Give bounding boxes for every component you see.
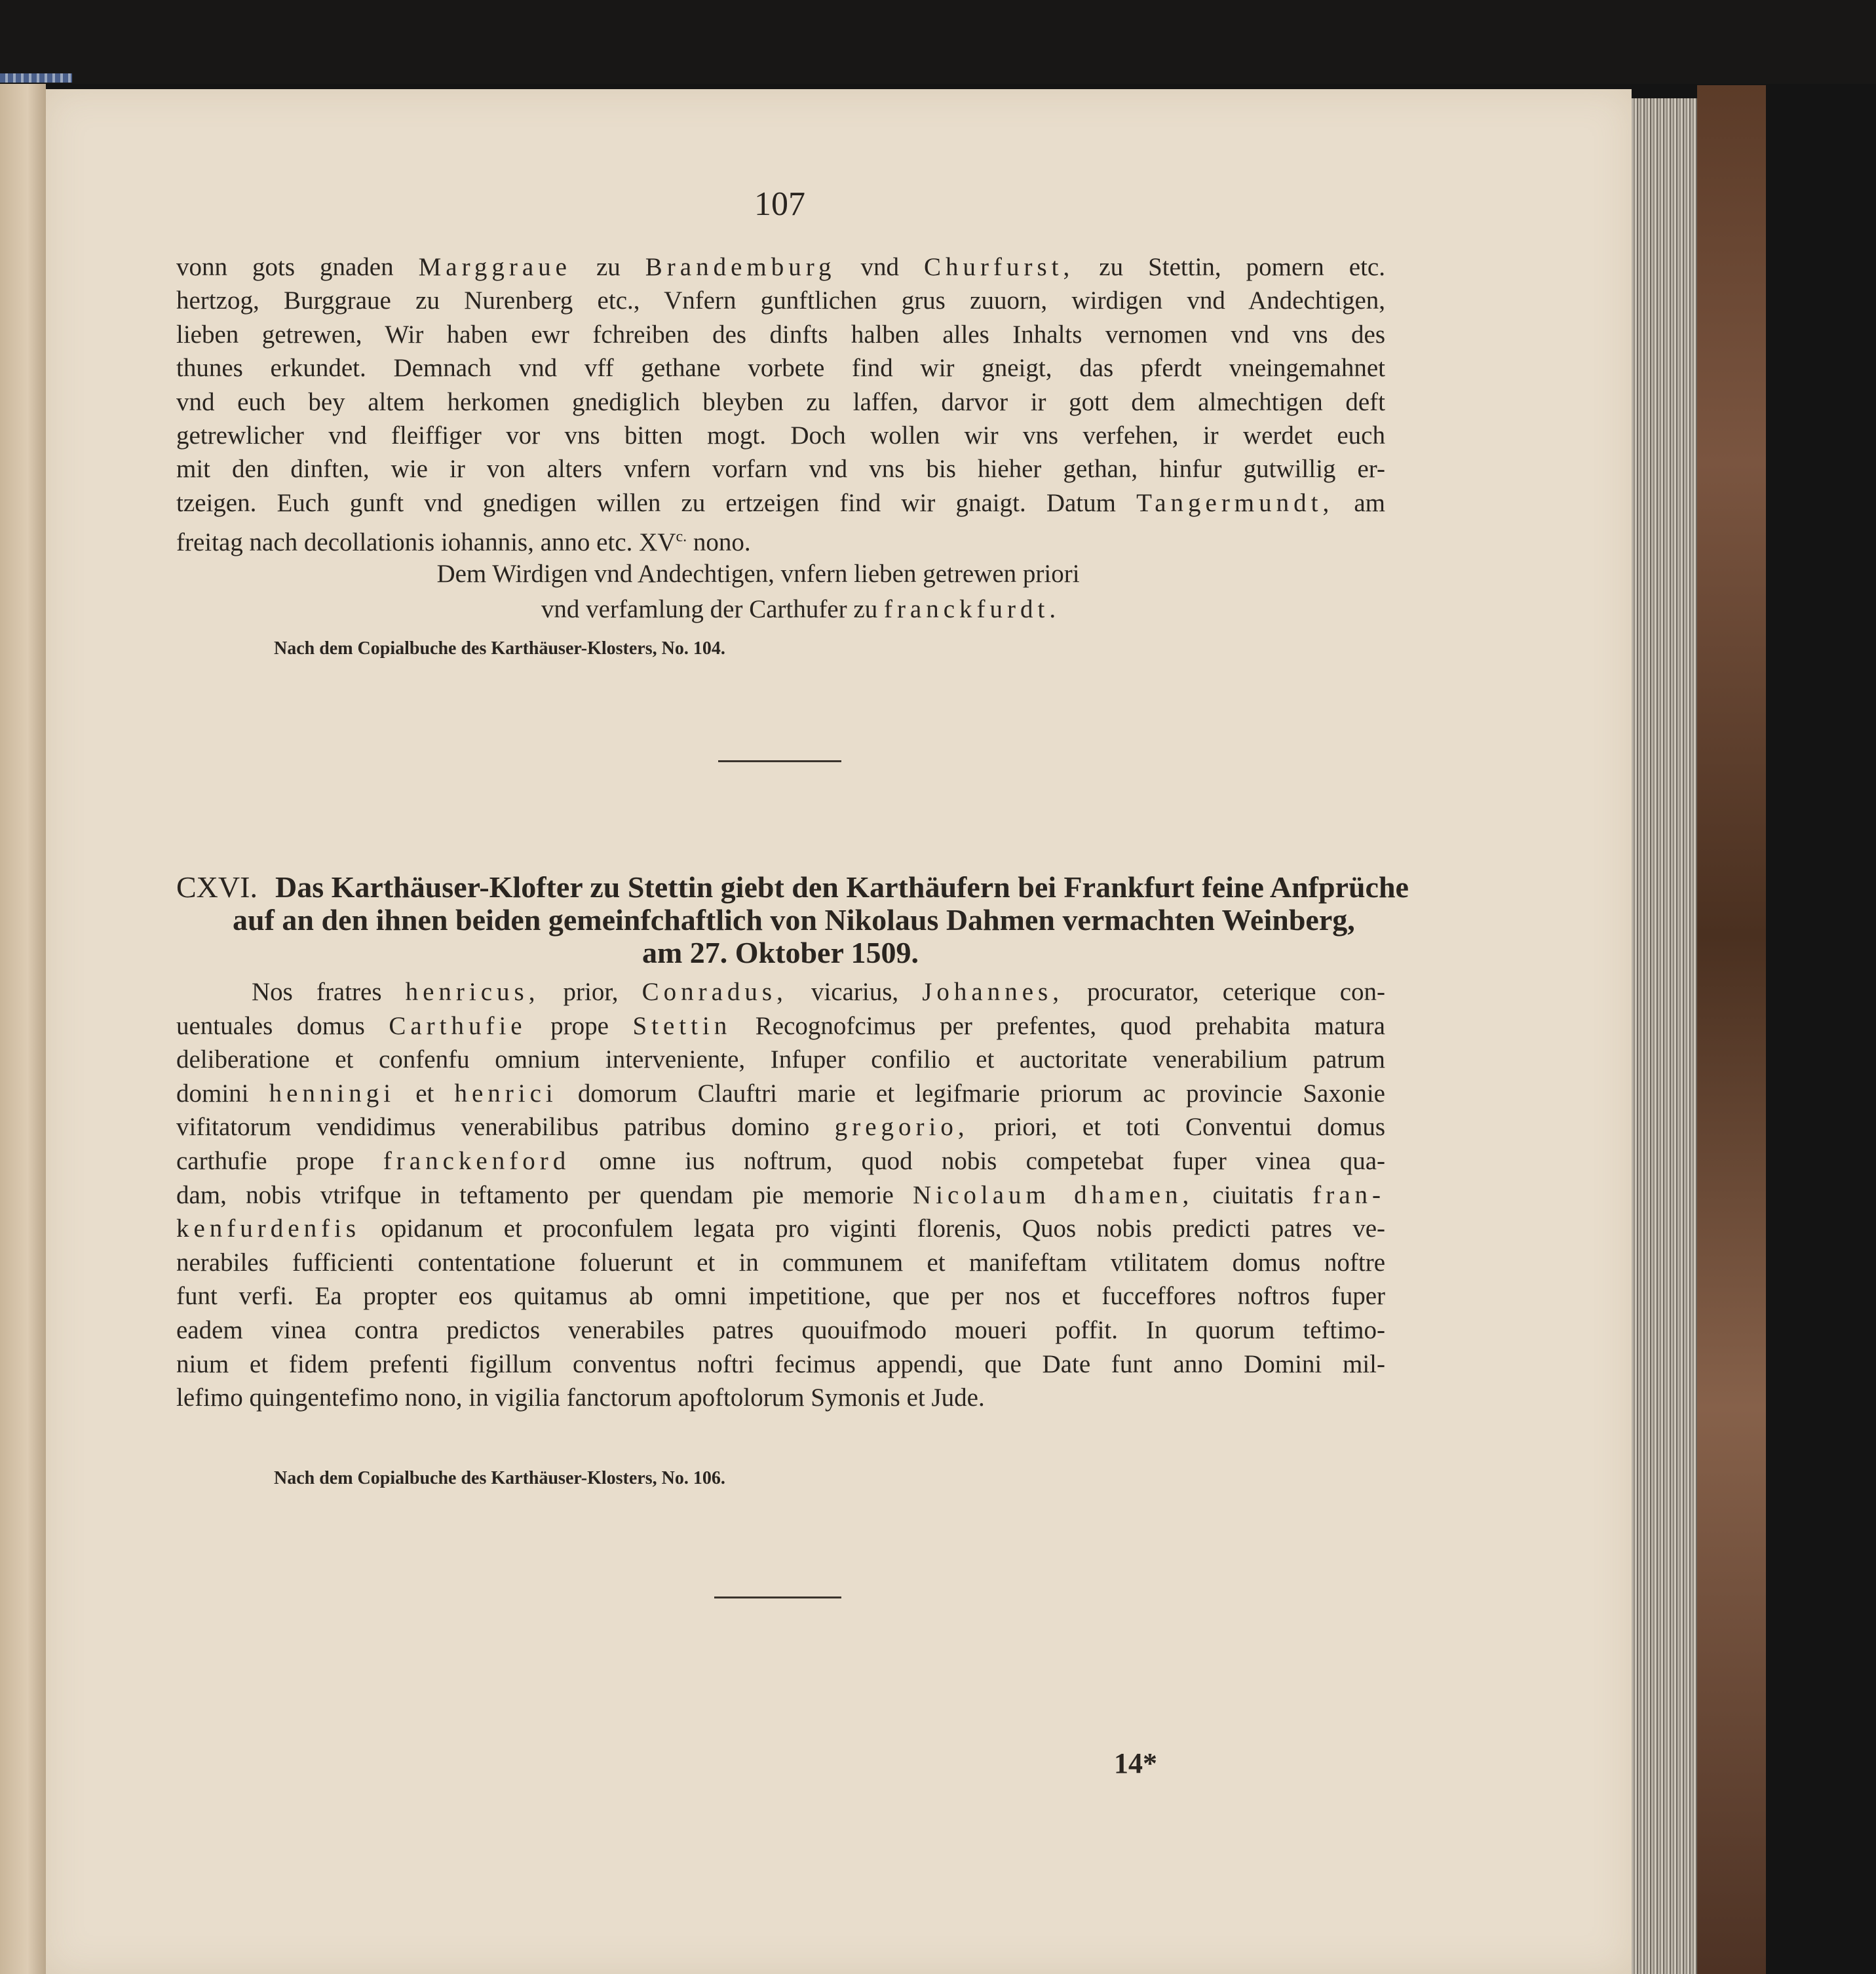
text-line — [176, 250, 1385, 284]
document-heading-line-1: Das Karthäuser-Klofter zu Stettin giebt den Karthäufern bei Frankfurt feine Anfprüche — [275, 870, 1409, 904]
text-segment: procurator, ceterique con- — [1063, 978, 1385, 1006]
page-number: 107 — [754, 185, 805, 223]
text-segment: vonn gots gnaden — [176, 253, 419, 281]
spaced-name: gregorio, — [834, 1113, 969, 1142]
source-note-104: Nach dem Copialbuche des Karthäuser-Klosters, No. 104. — [274, 638, 725, 659]
document-number: CXVI. — [176, 870, 258, 904]
ribbon-marker — [0, 73, 72, 83]
text-line — [176, 318, 1385, 352]
text-line — [176, 1246, 1385, 1280]
text-line — [176, 1043, 1385, 1077]
text-segment: vnd euch bey altem herkomen gnediglich bleyben zu laffen, darvor ir gott dem almechtigen deft — [176, 387, 1385, 416]
spaced-name: Carthufie — [389, 1011, 527, 1040]
text-segment: domini — [176, 1079, 269, 1108]
text-segment: priori, et toti Conventui domus — [968, 1113, 1385, 1142]
spaced-name: henricus, — [405, 978, 540, 1006]
text-segment: vifitatorum vendidimus venerabilibus patribus domino — [176, 1113, 835, 1142]
spaced-name: Churfurst, — [924, 253, 1075, 281]
text-segment: hertzog, Burggraue zu Nurenberg etc., Vnfern gunftlichen grus zuuorn, wirdigen vnd Andechtigen, — [176, 286, 1385, 315]
text-segment: nerabiles fufficienti contentatione foluerunt et in communem et manifeftam vtilitatem domus noftre — [176, 1248, 1385, 1277]
text-segment: funt verfi. Ea propter eos quitamus ab omni impetitione, que per nos et fucceffores noftros fuper — [176, 1282, 1385, 1311]
text-segment: vicarius, — [787, 978, 923, 1006]
text-segment: nium et fidem prefenti figillum conventus noftri fecimus appendi, que Date funt anno Domini mil- — [176, 1349, 1385, 1378]
text-segment: ciuitatis — [1193, 1180, 1313, 1209]
text-segment: zu Stettin, pomern etc. — [1074, 253, 1385, 281]
spaced-name: fran- — [1312, 1180, 1385, 1209]
text-segment: opidanum et proconfulem legata pro viginti florenis, Quos nobis predicti patres ve- — [360, 1214, 1385, 1243]
text-segment: prior, — [539, 978, 642, 1006]
text-line — [176, 419, 1385, 453]
text-segment: Nos fratres — [252, 978, 406, 1006]
text-segment: omne ius noftrum, quod nobis competebat fuper vinea qua- — [570, 1147, 1385, 1175]
text-line — [176, 1178, 1385, 1212]
spaced-name: Nicolaum dhamen, — [913, 1180, 1194, 1209]
spaced-name: Marggraue — [418, 253, 571, 281]
text-line — [176, 1110, 1385, 1144]
text-segment: lefimo quingentefimo nono, in vigilia fanctorum apoftolorum Symonis et Jude. — [176, 1384, 985, 1412]
text-segment: mit den dinften, wie ir von alters vnfern vorfarn vnd vns bis hieher gethan, hinfur gutwillig er- — [176, 455, 1385, 484]
source-note-106: Nach dem Copialbuche des Karthäuser-Klosters, No. 106. — [274, 1468, 725, 1488]
text-segment: zu — [571, 253, 645, 281]
text-segment: prope — [526, 1011, 633, 1040]
text-segment: tzeigen. Euch gunft vnd gnedigen willen zu ertzeigen find wir gnaigt. Datum — [176, 488, 1137, 517]
section-divider — [714, 1597, 841, 1598]
text-segment: eadem vinea contra predictos venerabiles patres quouifmodo moueri poffit. In quorum teftimo- — [176, 1316, 1385, 1344]
text-line — [176, 385, 1385, 419]
text-line — [176, 1381, 1385, 1415]
text-line — [131, 557, 1385, 591]
text-segment: Dem Wirdigen vnd Andechtigen, vnfern lieben getrewen priori — [436, 560, 1080, 588]
text-segment: dam, nobis vtrifque in teftamento per quendam pie memorie — [176, 1180, 913, 1209]
spaced-name: henningi — [269, 1079, 396, 1108]
text-line — [176, 520, 1385, 557]
section-divider — [718, 760, 841, 762]
text-segment: domorum Clauftri marie et legifmarie priorum ac provincie Saxonie — [557, 1079, 1385, 1108]
left-page-edge — [0, 84, 46, 1974]
text-segment: deliberatione et confenfu omnium interveniente, Infuper confilio et auctoritate venerabilium patrum — [176, 1045, 1385, 1074]
text-line — [176, 351, 1385, 385]
scan-background-top — [0, 0, 1876, 84]
spaced-name: Johannes, — [922, 978, 1063, 1006]
text-segment: freitag nach decollationis iohannis, anno etc. XV — [176, 528, 676, 557]
spaced-name: Conradus, — [641, 978, 788, 1006]
spaced-name: franckfurdt. — [883, 595, 1061, 623]
text-segment: thunes erkundet. Demnach vnd vff gethane vorbete find wir gneigt, das pferdt vneingemahnet — [176, 354, 1385, 383]
signature-mark: 14* — [1114, 1747, 1157, 1779]
text-segment: am — [1333, 488, 1386, 517]
document-date-heading: am 27. Oktober 1509. — [641, 936, 919, 969]
text-segment: vnd verfamlung der Carthufer zu — [541, 595, 884, 623]
spaced-name: franckenford — [383, 1147, 571, 1175]
spaced-name: Stettin — [632, 1011, 732, 1040]
text-line — [176, 1347, 1385, 1382]
text-segment: lieben getrewen, Wir haben ewr fchreiben des dinfts halben alles Inhalts vernomen vnd vns des — [176, 320, 1385, 349]
text-line — [176, 1279, 1385, 1313]
spaced-name: Tangermundt, — [1136, 488, 1334, 517]
text-segment: getrewlicher vnd fleiffiger vor vns bitten mogt. Doch wollen wir vns verfehen, ir werdet euch — [176, 421, 1385, 450]
text-line — [252, 975, 1385, 1009]
text-segment: uentuales domus — [176, 1011, 389, 1040]
text-line — [176, 1212, 1385, 1246]
document-heading-line-2: auf an den ihnen beiden gemeinfchaftlich von Nikolaus Dahmen vermachten Weinberg, — [233, 903, 1355, 937]
text-line — [216, 592, 1385, 627]
text-segment: et — [395, 1079, 455, 1108]
spaced-name: kenfurdenfis — [176, 1214, 361, 1243]
text-line — [176, 1144, 1385, 1178]
text-segment: c. — [676, 528, 687, 546]
text-segment: carthufie prope — [176, 1147, 383, 1175]
text-line — [176, 1009, 1385, 1043]
book-cover-marbled — [1697, 85, 1766, 1974]
text-line — [176, 1077, 1385, 1111]
text-segment: nono. — [687, 528, 751, 557]
text-segment: Recognofcimus per prefentes, quod prehabita matura — [731, 1011, 1385, 1040]
text-line — [176, 452, 1385, 486]
text-line — [176, 284, 1385, 318]
text-segment: vnd — [835, 253, 925, 281]
spaced-name: henrici — [454, 1079, 558, 1108]
book-page-edges — [1632, 98, 1697, 1974]
text-line — [176, 1313, 1385, 1347]
spaced-name: Brandemburg — [645, 253, 836, 281]
text-line — [176, 486, 1385, 520]
